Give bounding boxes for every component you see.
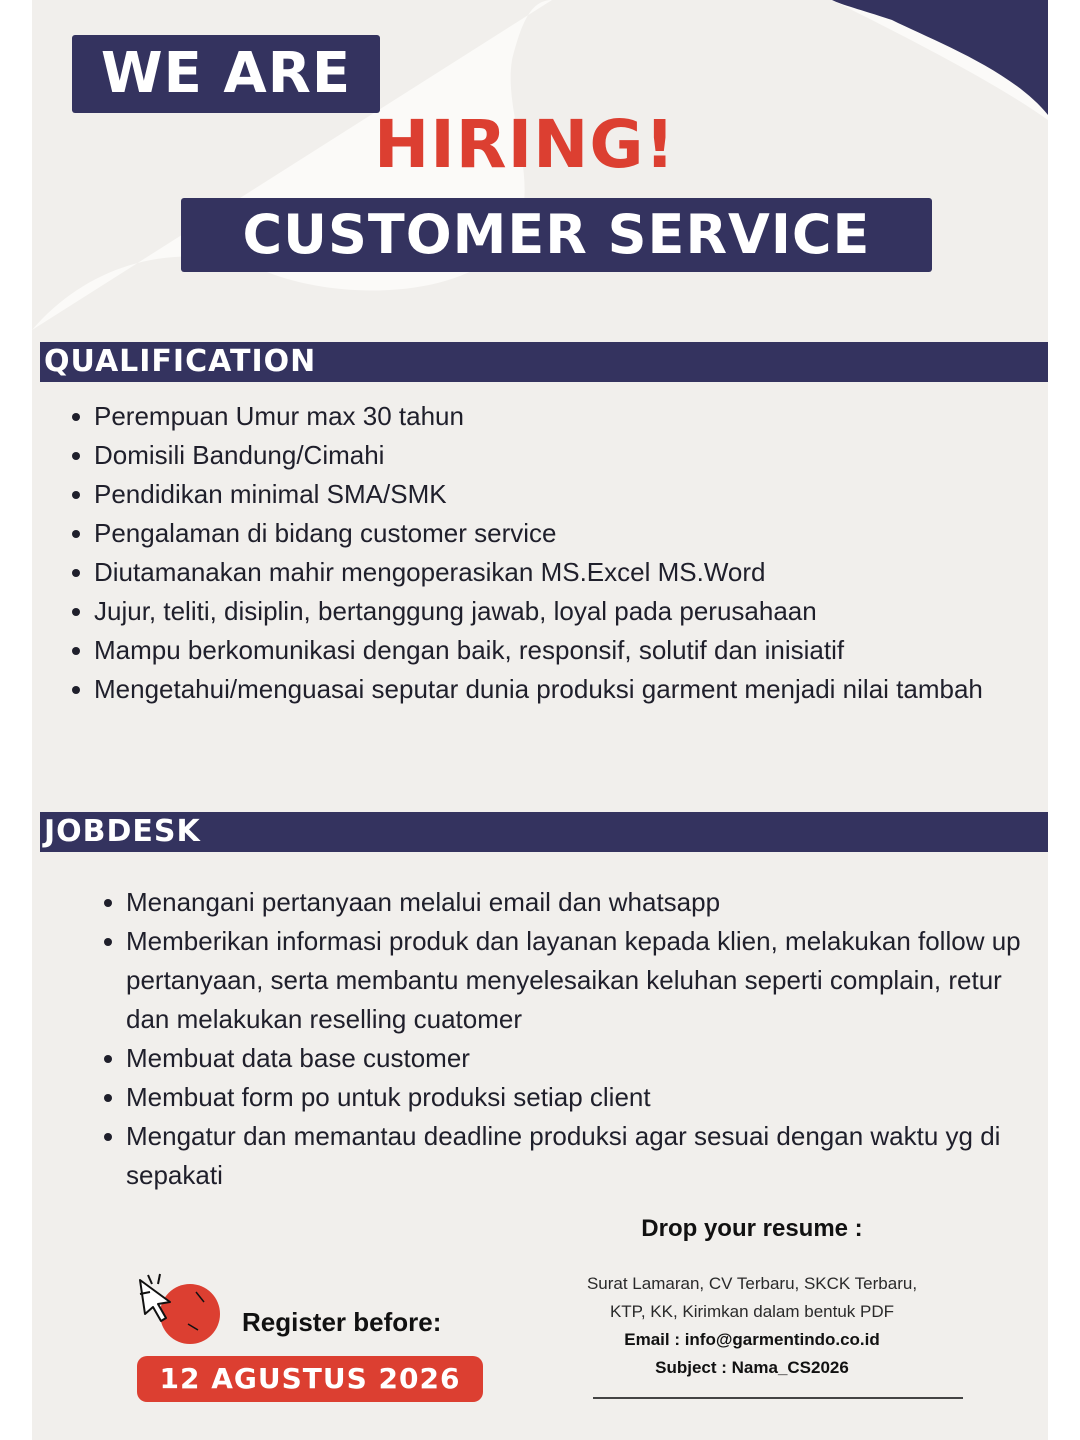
we-are-banner: WE ARE: [72, 35, 380, 113]
cursor-click-icon: [134, 1272, 224, 1348]
divider: [593, 1397, 963, 1399]
qualification-list: [72, 397, 992, 709]
list-item: Domisili Bandung/Cimahi: [72, 436, 992, 475]
list-item: Pendidikan minimal SMA/SMK: [72, 475, 992, 514]
list-item: Mengatur dan memantau deadline produksi agar sesuai dengan waktu yg di sepakati: [104, 1117, 1034, 1195]
deadline-date: 12 AGUSTUS 2026: [137, 1356, 483, 1402]
resume-format: KTP, KK, Kirimkan dalam bentuk PDF: [609, 1302, 895, 1321]
position-banner: CUSTOMER SERVICE: [181, 198, 932, 272]
resume-subject: Subject : Nama_CS2026: [655, 1358, 849, 1377]
list-item: Diutamanakan mahir mengoperasikan MS.Excel MS.Word: [72, 553, 992, 592]
hiring-title: HIRING!: [374, 106, 676, 183]
list-item: Memberikan informasi produk dan layanan kepada klien, melakukan follow up pertanyaan, serta membantu menyelesaikan keluhan seperti complain, retur dan melakukan reselling cuatomer: [104, 922, 1034, 1039]
list-item: Menangani pertanyaan melalui email dan whatsapp: [104, 883, 1034, 922]
list-item: Mampu berkomunikasi dengan baik, responsif, solutif dan inisiatif: [72, 631, 992, 670]
register-label: Register before:: [242, 1307, 442, 1337]
resume-instructions: [552, 1270, 952, 1382]
list-item: Jujur, teliti, disiplin, bertanggung jawab, loyal pada perusahaan: [72, 592, 992, 631]
resume-title: Drop your resume :: [641, 1215, 863, 1242]
list-item: Perempuan Umur max 30 tahun: [72, 397, 992, 436]
resume-documents: Surat Lamaran, CV Terbaru, SKCK Terbaru,: [586, 1274, 918, 1293]
qualification-header: QUALIFICATION: [40, 342, 1048, 382]
jobdesk-header: JOBDESK: [40, 812, 1048, 852]
jobdesk-list: [104, 883, 1034, 1195]
list-item: Mengetahui/menguasai seputar dunia produksi garment menjadi nilai tambah: [72, 670, 992, 709]
hiring-poster: [32, 0, 1048, 1440]
list-item: Membuat form po untuk produksi setiap client: [104, 1078, 1034, 1117]
resume-email: Email : info@garmentindo.co.id: [624, 1330, 880, 1349]
list-item: Membuat data base customer: [104, 1039, 1034, 1078]
list-item: Pengalaman di bidang customer service: [72, 514, 992, 553]
